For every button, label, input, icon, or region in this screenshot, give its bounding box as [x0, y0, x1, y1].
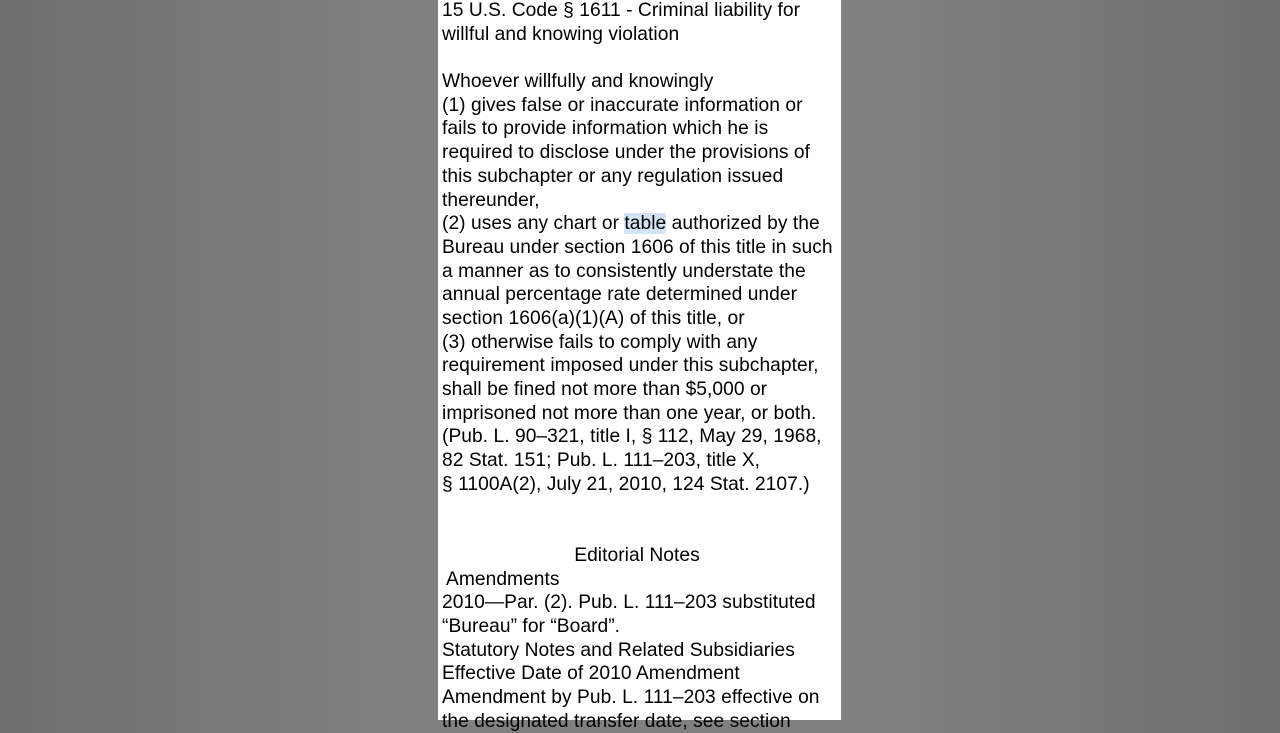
body-line: a manner as to consistently understate the: [442, 260, 806, 282]
body-line: Whoever willfully and knowingly: [442, 71, 714, 93]
document-page[interactable]: [438, 0, 841, 732]
spacer: [442, 520, 882, 544]
body-line: required to disclose under the provisions of: [442, 142, 811, 164]
body-line: fails to provide information which he is: [442, 118, 769, 140]
note-line: Effective Date of 2010 Amendment: [442, 663, 740, 685]
body-line: imprisoned not more than one year, or both.: [442, 402, 817, 424]
body-line: shall be fined not more than $5,000 or: [442, 379, 768, 400]
body-line: annual percentage rate determined under: [442, 284, 798, 306]
editorial-notes-heading: Editorial Notes: [574, 544, 700, 566]
par2-before: (2) uses any chart or: [442, 213, 625, 235]
spacer: [442, 496, 882, 520]
document-text[interactable]: [442, 0, 882, 733]
citation-line: (Pub. L. 90–321, title I, § 112, May 29, 1968,: [442, 426, 822, 448]
citation-line: § 1100A(2), July 21, 2010, 124 Stat. 2107.): [442, 473, 810, 495]
body-line: (1) gives false or inaccurate information or: [442, 94, 803, 116]
note-line: Amendment by Pub. L. 111–203 effective on: [442, 686, 820, 708]
body-line: requirement imposed under this subchapter,: [442, 355, 819, 377]
left-blurred-margin: [0, 0, 438, 720]
selected-word-highlight[interactable]: table: [624, 213, 667, 235]
note-line: 2010—Par. (2). Pub. L. 111–203 substituted: [442, 592, 816, 614]
note-line: the designated transfer date, see section: [442, 710, 791, 732]
paragraph-2-line: [442, 212, 882, 236]
citation-line: 82 Stat. 151; Pub. L. 111–203, title X,: [442, 450, 761, 472]
note-line: Statutory Notes and Related Subsidiaries: [442, 639, 795, 661]
body-line: Bureau under section 1606 of this title in such: [442, 236, 833, 258]
body-line: this subchapter or any regulation issued: [442, 165, 784, 187]
note-line: “Bureau” for “Board”.: [442, 615, 621, 637]
body-line: section 1606(a)(1)(A) of this title, or: [442, 307, 745, 329]
spacer: [442, 46, 882, 70]
amendments-heading: Amendments: [446, 568, 560, 590]
right-blurred-margin: [841, 0, 1280, 720]
body-line: (3) otherwise fails to comply with any: [442, 331, 758, 353]
title-line-1: 15 U.S. Code § 1611 - Criminal liability for: [442, 0, 801, 21]
body-line: thereunder,: [442, 189, 540, 211]
title-line-2: willful and knowing violation: [442, 23, 680, 45]
par2-after: authorized by the: [666, 213, 820, 235]
